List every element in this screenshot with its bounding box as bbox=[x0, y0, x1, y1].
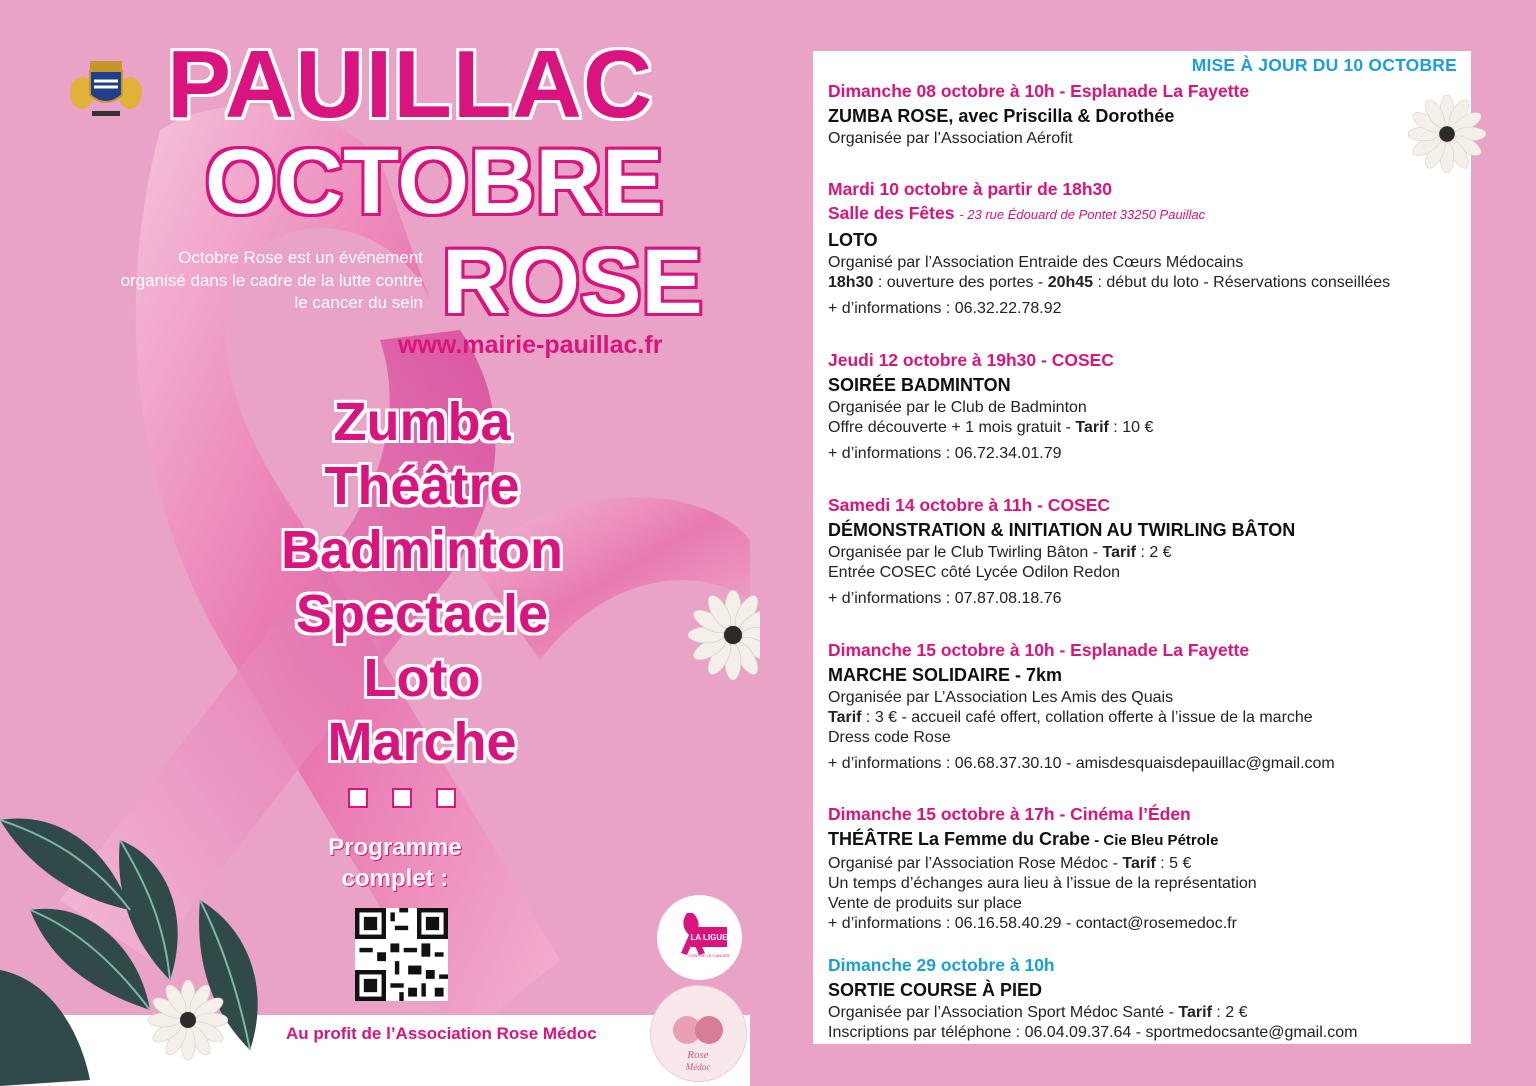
title-rose: ROSE bbox=[442, 231, 703, 333]
event-item bbox=[828, 802, 1458, 934]
rose-medoc-logo bbox=[650, 985, 747, 1082]
event-tarif: Offre découverte + 1 mois gratuit - Tarif : 10 € bbox=[828, 419, 1154, 436]
event-title: LOTO bbox=[828, 230, 878, 250]
event-title: SORTIE COURSE À PIED bbox=[828, 980, 1043, 1000]
activities-list bbox=[192, 390, 652, 774]
event-item bbox=[828, 953, 1458, 1043]
flower-icon bbox=[148, 980, 228, 1060]
event-organizer: Organisée par L’Association Les Amis des Quais bbox=[828, 689, 1174, 706]
event-extra: Inscriptions par téléphone : 06.04.09.37.64 - sportmedocsante@gmail.com bbox=[828, 1024, 1358, 1041]
activity-item: Spectacle bbox=[295, 584, 549, 644]
flower-icon bbox=[1408, 95, 1486, 173]
event-date: Dimanche 29 octobre à 10h bbox=[828, 955, 1055, 975]
event-item bbox=[828, 493, 1458, 609]
event-date: Dimanche 15 octobre à 17h - Cinéma l’Éden bbox=[828, 804, 1191, 824]
event-schedule: 18h30 : ouverture des portes - 20h45 : début du loto - Réservations conseillées bbox=[828, 274, 1391, 291]
event-date: Dimanche 08 octobre à 10h - Esplanade La Fayette bbox=[828, 81, 1250, 101]
program-label: Programme complet : bbox=[328, 834, 462, 892]
flower-icon bbox=[688, 590, 760, 680]
event-title: MARCHE SOLIDAIRE - 7km bbox=[828, 665, 1063, 685]
svg-text:LA LIGUE: LA LIGUE bbox=[690, 933, 728, 942]
event-organizer: Organisée par le Club de Badminton bbox=[828, 399, 1087, 416]
event-item bbox=[828, 348, 1458, 464]
la-ligue-logo bbox=[657, 895, 742, 980]
poster-left bbox=[0, 0, 760, 1086]
event-item bbox=[828, 177, 1458, 319]
event-tarif: Tarif : 3 € - accueil café offert, collation offerte à l’issue de la marche bbox=[828, 709, 1313, 726]
event-place: Salle des Fêtes - 23 rue Édouard de Pontet 33250 Pauillac bbox=[828, 203, 1206, 223]
qr-code-icon[interactable] bbox=[355, 908, 448, 1001]
event-item bbox=[828, 638, 1458, 774]
event-organizer: Organisé par l’Association Entraide des Cœurs Médocains bbox=[828, 254, 1244, 271]
event-info: + d’informations : 06.72.34.01.79 bbox=[828, 445, 1062, 462]
event-info: + d’informations : 06.16.58.40.29 - contact@rosemedoc.fr bbox=[828, 915, 1237, 932]
update-date: MISE À JOUR DU 10 OCTOBRE bbox=[1191, 55, 1457, 75]
event-date: Dimanche 15 octobre à 10h - Esplanade La Fayette bbox=[828, 640, 1250, 660]
activity-item: Marche bbox=[327, 712, 517, 772]
activity-item: Théâtre bbox=[324, 456, 520, 516]
svg-text:CONTRE LE CANCER: CONTRE LE CANCER bbox=[688, 953, 730, 958]
event-info: + d’informations : 06.68.37.30.10 - amisdesquaisdepauillac@gmail.com bbox=[828, 755, 1335, 772]
activity-item: Loto bbox=[363, 648, 481, 708]
event-extra: Vente de produits sur place bbox=[828, 895, 1022, 912]
ellipsis-squares bbox=[348, 788, 456, 808]
event-organizer: Organisée par l’Association Aérofit bbox=[828, 130, 1073, 147]
title-pauillac: PAUILLAC bbox=[167, 31, 654, 138]
pauillac-crest-icon bbox=[68, 55, 144, 119]
event-extra: Un temps d’échanges aura lieu à l’issue de la représentation bbox=[828, 875, 1257, 892]
event-title: DÉMONSTRATION & INITIATION AU TWIRLING BÂTON bbox=[828, 520, 1296, 540]
event-title: ZUMBA ROSE, avec Priscilla & Dorothée bbox=[828, 106, 1175, 126]
event-extra: Entrée COSEC côté Lycée Odilon Redon bbox=[828, 564, 1121, 581]
event-info: + d’informations : 07.87.08.18.76 bbox=[828, 590, 1062, 607]
website-link[interactable]: www.mairie-pauillac.fr bbox=[398, 331, 663, 359]
beneficiary-text: Au profit de l’Association Rose Médoc bbox=[286, 1024, 597, 1043]
svg-text:Rose: Rose bbox=[687, 1049, 709, 1061]
event-extra: Dress code Rose bbox=[828, 729, 951, 746]
activity-item: Badminton bbox=[281, 520, 563, 580]
svg-text:Médoc: Médoc bbox=[685, 1062, 711, 1072]
event-organizer: Organisée par le Club Twirling Bâton - Tarif : 2 € bbox=[828, 544, 1172, 561]
event-title: SOIRÉE BADMINTON bbox=[828, 375, 1011, 395]
event-info: + d’informations : 06.32.22.78.92 bbox=[828, 300, 1062, 317]
event-item bbox=[828, 79, 1458, 149]
event-organizer: Organisée par l’Association Sport Médoc Santé - Tarif : 2 € bbox=[828, 1004, 1248, 1021]
activity-item: Zumba bbox=[333, 392, 511, 452]
title-octobre: OCTOBRE bbox=[205, 131, 664, 233]
event-title: THÉÂTRE La Femme du Crabe - Cie Bleu Pétrole bbox=[828, 829, 1219, 849]
event-date: Jeudi 12 octobre à 19h30 - COSEC bbox=[828, 350, 1114, 370]
event-organizer: Organisé par l’Association Rose Médoc - Tarif : 5 € bbox=[828, 855, 1192, 872]
program-panel bbox=[813, 51, 1471, 1044]
intro-text: Octobre Rose est un événement organisé dans le cadre de la lutte contre le cancer du sein bbox=[120, 248, 423, 312]
event-date: Samedi 14 octobre à 11h - COSEC bbox=[828, 495, 1111, 515]
event-date: Mardi 10 octobre à partir de 18h30 bbox=[828, 179, 1112, 199]
